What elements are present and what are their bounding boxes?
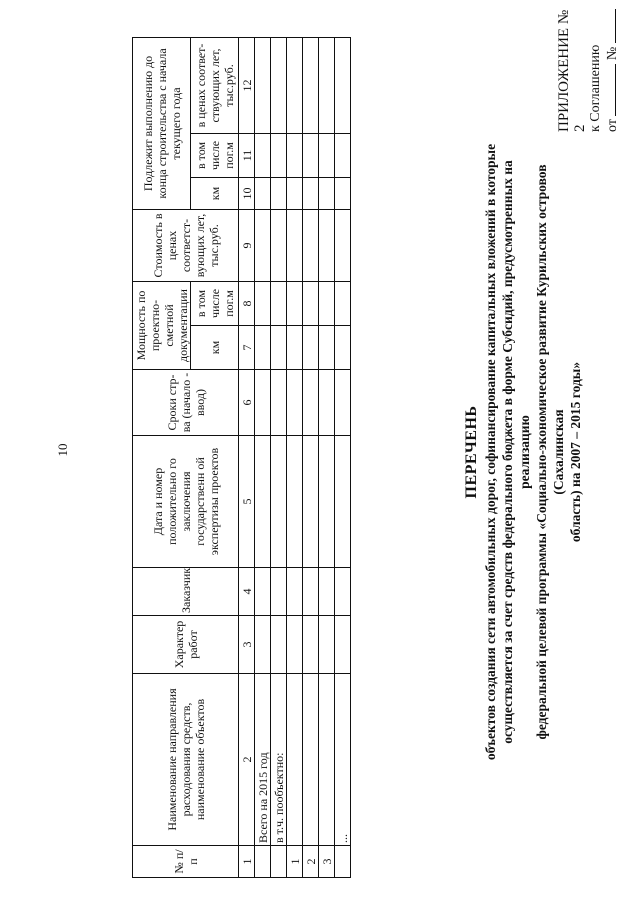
header-cost: Стоимость в ценах соответст-вующих лет, тыс.руб. [133,209,239,281]
header-work: Характер работ [133,616,239,674]
table-row: Всего на 2015 год [255,37,271,877]
header-cap-incl: в том числе пог.м [191,281,239,325]
header-rem-incl: в том числе пог.м [191,133,239,177]
table-row: ... [335,37,351,877]
header-remaining: Подлежит выполнению до конца строительства с начала текущего года [133,37,191,209]
col-number: 7 [239,326,255,370]
header-terms: Сроки стр-ва (начало - ввод) [133,370,239,436]
col-number: 12 [239,37,255,133]
table-row: 3 [319,37,335,877]
heading-line-2: осуществляется за счет средств федерального бюджета в форме Субсидий, предусмотренных на реализацию [500,160,532,744]
page-number: 10 [55,443,70,457]
col-number: 11 [239,133,255,177]
header-cap-km: км [191,326,239,370]
heading-title: ПЕРЕЧЕНЬ [463,405,480,499]
appendix-from-label: от [605,119,620,132]
header-customer: Заказчик [133,568,239,616]
header-name: Наименование направления расходования средств, наименование объектов [133,674,239,846]
appendix-block [556,0,621,132]
col-number: 8 [239,281,255,325]
col-number: 3 [239,616,255,674]
header-expertise: Дата и номер положительно го заключения государственн ой экспертизы проектов [133,436,239,568]
header-rem-km: км [191,177,239,209]
col-number: 10 [239,177,255,209]
appendix-no-label: № [605,46,620,61]
header-capacity: Мощность по проектно-сметной документации [133,281,191,369]
col-number: 2 [239,674,255,846]
col-number: 9 [239,209,255,281]
col-number: 1 [239,846,255,878]
col-number: 4 [239,568,255,616]
table-row: 1 [287,37,303,877]
header-num: № п/п [133,846,239,878]
heading-line-3: федеральной целевой программы «Социально-экономическое развитие Курильских островов (Сахалинская [534,164,566,740]
table-row: 2 [303,37,319,877]
appendix-date-line [604,0,621,132]
appendix-title: ПРИЛОЖЕНИЕ № 2 [556,9,588,132]
table-row: в т.ч. пообъектно: [271,37,287,877]
heading-line-4: область) на 2007 – 2015 годы» [568,361,583,543]
objects-table [132,38,532,878]
header-rem-cost: в ценах соответ-ствующих лет, тыс.руб. [191,37,239,133]
column-number-row [239,37,255,877]
col-number: 6 [239,370,255,436]
appendix-line1: к Соглашению [588,44,603,132]
col-number: 5 [239,436,255,568]
heading-line-1: объектов создания сети автомобильных дорог, софинансирование капитальных вложений в которые [483,143,498,761]
